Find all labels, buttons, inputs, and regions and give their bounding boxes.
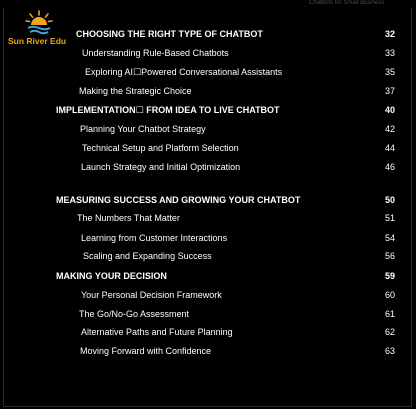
- toc-entry-page: 51: [384, 213, 395, 223]
- toc-entry-title: The Numbers That Matter: [77, 213, 180, 223]
- toc-entry-page: 60: [384, 290, 395, 300]
- toc-entry-page: 32: [384, 29, 395, 39]
- toc-entry-page: 40: [384, 105, 395, 115]
- logo-text: Sun River Edu: [8, 36, 67, 46]
- toc-entry[interactable]: [76, 27, 395, 41]
- toc-entry-title: Launch Strategy and Initial Optimization: [81, 162, 241, 172]
- toc-entry-page: 61: [384, 309, 395, 319]
- toc-entry-page: 56: [384, 251, 395, 261]
- toc-entry-title: Planning Your Chatbot Strategy: [80, 124, 206, 134]
- toc-entry-page: 33: [384, 48, 395, 58]
- toc-entry-title: Scaling and Expanding Success: [83, 251, 212, 261]
- toc-entry-page: 44: [384, 143, 395, 153]
- toc-entry[interactable]: [56, 103, 395, 117]
- toc-entry[interactable]: [83, 249, 395, 263]
- toc-entry-title: Exploring AI☐Powered Conversational Assistants: [85, 67, 283, 77]
- toc-entry-page: 42: [384, 124, 395, 134]
- toc-entry-page: 35: [384, 67, 395, 77]
- toc-entry-page: 63: [384, 346, 395, 356]
- toc-entry[interactable]: [82, 141, 395, 155]
- toc-entry-title: Technical Setup and Platform Selection: [82, 143, 239, 153]
- toc-entry[interactable]: [81, 160, 395, 174]
- toc-entry-title: Making the Strategic Choice: [79, 86, 192, 96]
- toc-entry-title: The Go/No-Go Assessment: [79, 309, 190, 319]
- toc-entry[interactable]: [56, 269, 395, 283]
- toc-entry-title: Understanding Rule-Based Chatbots: [82, 48, 229, 58]
- running-header: Chatbots for Small Business: [309, 0, 385, 6]
- toc-entry-title: IMPLEMENTATION☐ FROM IDEA TO LIVE CHATBOT: [56, 105, 280, 115]
- toc-entry-page: 37: [384, 86, 395, 96]
- toc-entry-title: Your Personal Decision Framework: [81, 290, 222, 300]
- toc-entry-title: Moving Forward with Confidence: [80, 346, 212, 356]
- toc-entry[interactable]: [81, 288, 395, 302]
- toc-entry[interactable]: [77, 211, 395, 225]
- toc-entry-page: 46: [384, 162, 395, 172]
- toc-entry[interactable]: [85, 65, 395, 79]
- toc-entry-page: 59: [384, 271, 395, 281]
- toc-entry[interactable]: [81, 325, 395, 339]
- toc-entry-title: MEASURING SUCCESS AND GROWING YOUR CHATBOT: [56, 195, 301, 205]
- toc-entry-title: Alternative Paths and Future Planning: [81, 327, 233, 337]
- toc-entry-page: 62: [384, 327, 395, 337]
- toc-entry[interactable]: [80, 344, 395, 358]
- toc-entry[interactable]: [79, 84, 395, 98]
- toc-entry[interactable]: [82, 46, 395, 60]
- toc-entry[interactable]: [56, 193, 395, 207]
- toc-entry[interactable]: [81, 231, 395, 245]
- toc-entry-page: 54: [384, 233, 395, 243]
- toc-entry-title: MAKING YOUR DECISION: [56, 271, 167, 281]
- toc-entry-title: CHOOSING THE RIGHT TYPE OF CHATBOT: [76, 29, 263, 39]
- toc-entry[interactable]: [80, 122, 395, 136]
- toc-entry[interactable]: [79, 307, 395, 321]
- toc-entry-title: Learning from Customer Interactions: [81, 233, 228, 243]
- toc-entry-page: 50: [384, 195, 395, 205]
